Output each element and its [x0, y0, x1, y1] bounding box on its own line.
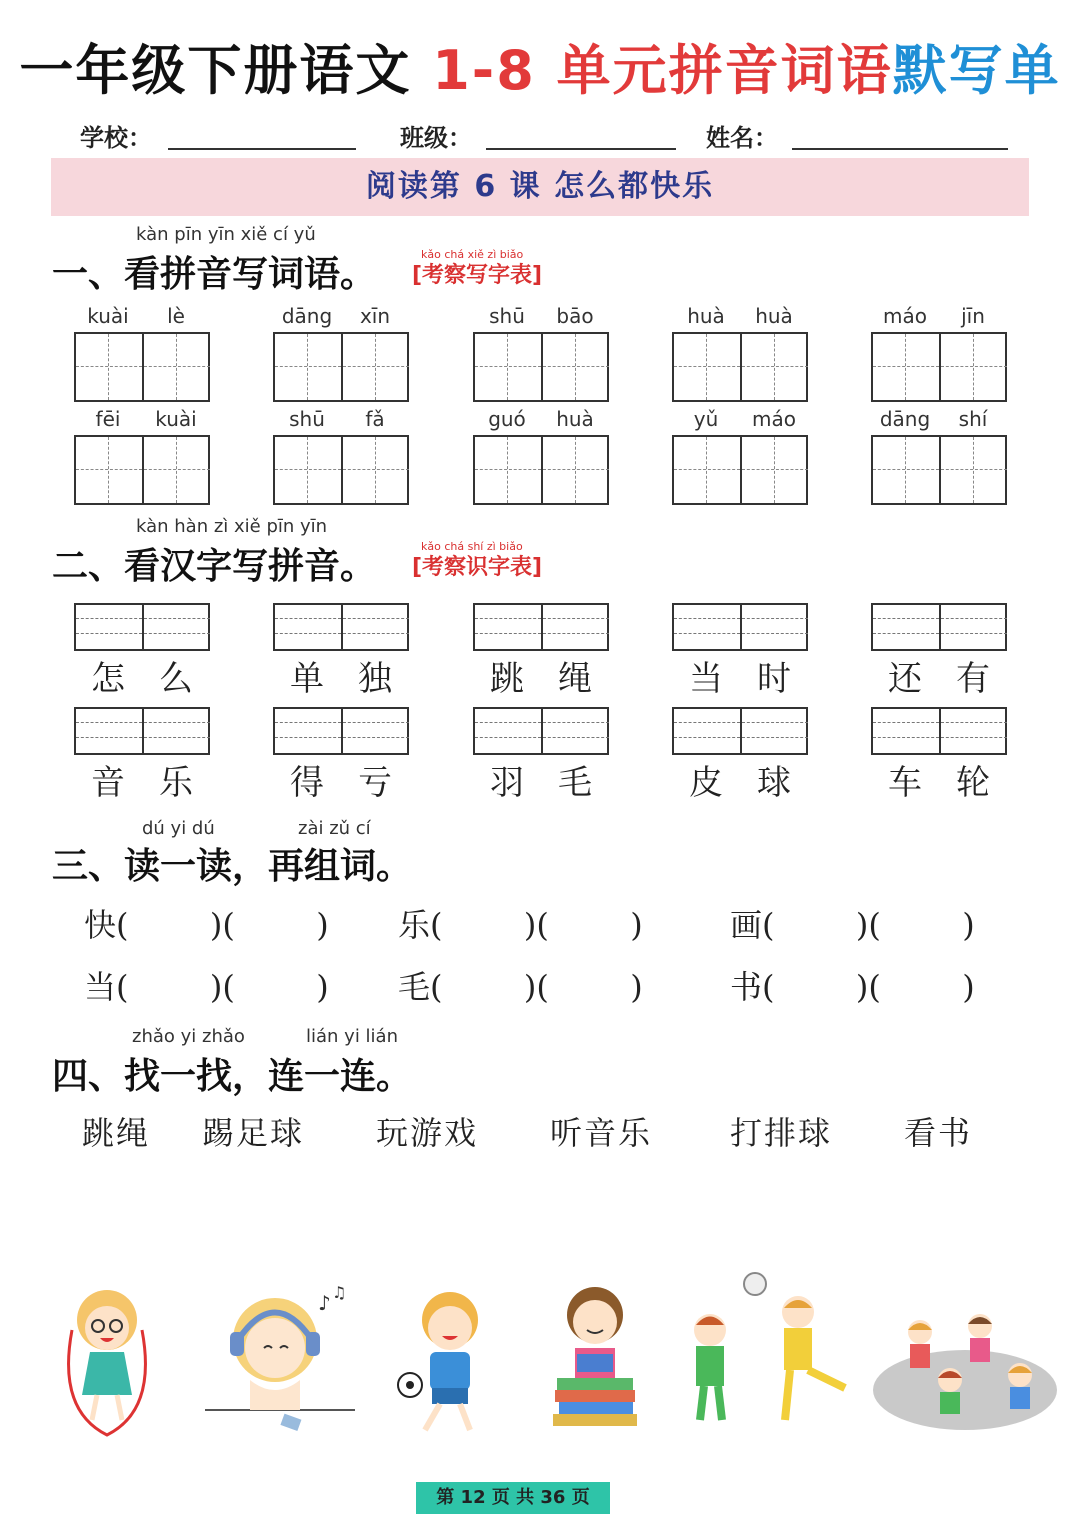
tian-cell[interactable]: [76, 334, 142, 400]
title-part-2: 1-8 单元拼音词语: [432, 39, 893, 102]
four-line-cell[interactable]: [341, 605, 409, 649]
hanzi-char: 当: [689, 659, 723, 699]
section4-pinyin-b: lián yi lián: [306, 1026, 398, 1047]
pinyin-label-row: [672, 304, 808, 330]
music-listening-girl-illustration[interactable]: [200, 1270, 360, 1440]
title-part-3: 默写单: [892, 39, 1061, 102]
hanzi-char: 时: [757, 659, 791, 699]
four-line-grid[interactable]: [74, 603, 210, 651]
pinyin-label-row: [273, 304, 409, 330]
word-group-blanks[interactable]: ( )( ): [430, 906, 643, 944]
hanzi-char: 跳: [490, 659, 524, 699]
four-line-cell[interactable]: [541, 709, 609, 753]
four-line-cell[interactable]: [740, 709, 808, 753]
tian-grid-box[interactable]: [273, 332, 409, 402]
pinyin-label-row: [74, 407, 210, 433]
hanzi-label-row: [672, 651, 808, 699]
word-group-blanks[interactable]: ( )( ): [430, 968, 643, 1006]
four-line-cell[interactable]: [674, 605, 740, 649]
hanzi-char: 乐: [159, 763, 193, 803]
volleyball-kids-illustration[interactable]: [680, 1270, 860, 1440]
four-line-cell[interactable]: [475, 605, 541, 649]
hanzi-char: 怎: [91, 659, 125, 699]
section2-pinyin: kàn hàn zì xiě pīn yīn: [136, 516, 328, 537]
hanzi-char: 绳: [558, 659, 592, 699]
section2-tag: [考察识字表]: [412, 555, 543, 580]
section1-tag-pinyin: kǎo chá xiě zì biǎo: [421, 248, 524, 261]
section4-title: 四、找一找，连一连。: [52, 1056, 413, 1097]
four-line-grid[interactable]: [74, 707, 210, 755]
four-line-grid[interactable]: [273, 603, 409, 651]
activity-listen-music[interactable]: 听音乐: [550, 1114, 653, 1152]
tian-grid-box[interactable]: [871, 435, 1007, 505]
activity-play-football[interactable]: 踢足球: [202, 1114, 305, 1152]
activity-play-games[interactable]: 玩游戏: [376, 1114, 479, 1152]
tian-grid-box[interactable]: [473, 332, 609, 402]
pinyin-syllable: shí: [958, 407, 988, 431]
hanzi-char: 单: [290, 659, 324, 699]
section3-pinyin-b: zài zǔ cí: [298, 818, 371, 839]
pinyin-syllable: dāng: [879, 407, 931, 431]
tian-cell[interactable]: [275, 334, 341, 400]
pinyin-syllable: dāng: [281, 304, 333, 328]
word-group-blanks[interactable]: ( )( ): [116, 968, 329, 1006]
section4-pinyin-a: zhǎo yi zhǎo: [132, 1026, 245, 1047]
hanzi-label-row: [871, 651, 1007, 699]
jump-rope-girl-illustration[interactable]: [52, 1270, 162, 1440]
tian-cell[interactable]: [76, 437, 142, 503]
hanzi-char: 么: [159, 659, 193, 699]
hanzi-label-row: [473, 755, 609, 803]
pinyin-syllable: shū: [289, 407, 325, 431]
word-group-item[interactable]: [84, 962, 329, 1008]
name-label: 姓名：: [706, 124, 778, 152]
section1-pinyin: kàn pīn yīn xiě cí yǔ: [136, 224, 316, 245]
tian-cell[interactable]: [142, 437, 210, 503]
four-line-cell[interactable]: [939, 605, 1007, 649]
hanzi-char: 亏: [358, 763, 392, 803]
hanzi-char: 毛: [558, 763, 592, 803]
hanzi-label-row: [473, 651, 609, 699]
hanzi-char: 车: [888, 763, 922, 803]
tian-grid-box[interactable]: [473, 435, 609, 505]
hanzi-char: 轮: [956, 763, 990, 803]
hanzi-char: 球: [757, 763, 791, 803]
word-group-char: 画: [730, 906, 763, 944]
word-group-item[interactable]: [730, 962, 975, 1008]
four-line-cell[interactable]: [873, 605, 939, 649]
tian-cell[interactable]: [740, 334, 808, 400]
hanzi-char: 得: [290, 763, 324, 803]
word-group-blanks[interactable]: ( )( ): [762, 968, 975, 1006]
tian-cell[interactable]: [275, 437, 341, 503]
hanzi-char: 皮: [689, 763, 723, 803]
hanzi-char: 羽: [490, 763, 524, 803]
pinyin-syllable: huà: [687, 304, 725, 328]
reading-girl-illustration[interactable]: [545, 1270, 645, 1440]
pinyin-label-row: [871, 407, 1007, 433]
section2-title: 二、看汉字写拼音。: [52, 546, 377, 587]
activity-read-book[interactable]: 看书: [904, 1114, 973, 1152]
word-group-item[interactable]: [730, 900, 975, 946]
svg-text:♫: ♫: [332, 1283, 347, 1302]
tian-cell[interactable]: [541, 437, 609, 503]
school-field[interactable]: [168, 148, 356, 150]
section3-pinyin-a: dú yi dú: [142, 818, 215, 839]
hanzi-label-row: [273, 651, 409, 699]
four-line-cell[interactable]: [76, 709, 142, 753]
four-line-cell[interactable]: [76, 605, 142, 649]
four-line-cell[interactable]: [475, 709, 541, 753]
hanzi-char: 独: [358, 659, 392, 699]
pinyin-label-row: [871, 304, 1007, 330]
pinyin-syllable: fǎ: [365, 407, 385, 431]
hanzi-char: 还: [888, 659, 922, 699]
tian-cell[interactable]: [341, 334, 409, 400]
tian-cell[interactable]: [674, 334, 740, 400]
pinyin-syllable: xīn: [359, 304, 391, 328]
pinyin-syllable: huà: [755, 304, 793, 328]
hanzi-label-row: [871, 755, 1007, 803]
pinyin-syllable: huà: [556, 407, 594, 431]
class-field[interactable]: [486, 148, 676, 150]
word-group-item[interactable]: [84, 900, 329, 946]
four-line-grid[interactable]: [871, 603, 1007, 651]
four-line-cell[interactable]: [341, 709, 409, 753]
four-line-cell[interactable]: [275, 605, 341, 649]
word-group-char: 快: [84, 906, 117, 944]
pinyin-label-row: [473, 304, 609, 330]
four-line-grid[interactable]: [871, 707, 1007, 755]
tian-cell[interactable]: [674, 437, 740, 503]
lesson-banner: 阅读第 6 课 怎么都快乐: [51, 158, 1029, 216]
pinyin-syllable: yǔ: [693, 407, 719, 431]
title-part-1: 一年级下册语文: [19, 39, 433, 102]
four-line-cell[interactable]: [275, 709, 341, 753]
word-group-blanks[interactable]: ( )( ): [762, 906, 975, 944]
pinyin-syllable: máo: [752, 407, 796, 431]
tian-cell[interactable]: [939, 437, 1007, 503]
section2-tag-pinyin: kǎo chá shí zì biǎo: [421, 540, 523, 553]
four-line-cell[interactable]: [873, 709, 939, 753]
tian-grid-box[interactable]: [672, 332, 808, 402]
four-line-grid[interactable]: [273, 707, 409, 755]
hanzi-char: 音: [91, 763, 125, 803]
pinyin-syllable: kuài: [87, 304, 129, 328]
tian-grid-box[interactable]: [273, 435, 409, 505]
four-line-cell[interactable]: [142, 709, 210, 753]
pinyin-label-row: [672, 407, 808, 433]
tian-grid-box[interactable]: [871, 332, 1007, 402]
pinyin-syllable: bāo: [556, 304, 594, 328]
student-info-row: [80, 118, 1020, 158]
word-group-blanks[interactable]: ( )( ): [116, 906, 329, 944]
word-group-char: 书: [730, 968, 763, 1006]
pinyin-syllable: kuài: [155, 407, 197, 431]
section1-title: 一、看拼音写词语。: [52, 254, 377, 295]
four-line-cell[interactable]: [541, 605, 609, 649]
tian-cell[interactable]: [740, 437, 808, 503]
hanzi-label-row: [74, 651, 210, 699]
pinyin-syllable: máo: [883, 304, 927, 328]
four-line-grid[interactable]: [672, 707, 808, 755]
pinyin-syllable: shū: [489, 304, 525, 328]
four-line-cell[interactable]: [142, 605, 210, 649]
svg-text:♪: ♪: [318, 1291, 331, 1315]
pinyin-syllable: guó: [488, 407, 526, 431]
name-field[interactable]: [792, 148, 1008, 150]
tian-grid-box[interactable]: [672, 435, 808, 505]
class-label: 班级：: [400, 124, 472, 152]
word-group-char: 当: [84, 968, 117, 1006]
four-line-cell[interactable]: [674, 709, 740, 753]
tian-cell[interactable]: [475, 334, 541, 400]
pinyin-syllable: jīn: [961, 304, 985, 328]
tian-cell[interactable]: [873, 437, 939, 503]
page-footer: 第 12 页 共 36 页: [416, 1482, 610, 1514]
four-line-grid[interactable]: [473, 603, 609, 651]
pinyin-label-row: [273, 407, 409, 433]
tian-cell[interactable]: [142, 334, 210, 400]
pinyin-syllable: fēi: [95, 407, 121, 431]
word-group-char: 毛: [398, 968, 431, 1006]
activity-jump-rope[interactable]: 跳绳: [82, 1114, 151, 1152]
four-line-cell[interactable]: [939, 709, 1007, 753]
pinyin-label-row: [473, 407, 609, 433]
four-line-cell[interactable]: [740, 605, 808, 649]
playing-games-kids-illustration[interactable]: [870, 1270, 1060, 1440]
tian-cell[interactable]: [541, 334, 609, 400]
tian-cell[interactable]: [475, 437, 541, 503]
hanzi-label-row: [74, 755, 210, 803]
tian-cell[interactable]: [341, 437, 409, 503]
word-group-item[interactable]: [398, 962, 643, 1008]
word-group-item[interactable]: [398, 900, 643, 946]
hanzi-label-row: [672, 755, 808, 803]
hanzi-char: 有: [956, 659, 990, 699]
tian-cell[interactable]: [873, 334, 939, 400]
page-title: [0, 28, 1080, 105]
hanzi-label-row: [273, 755, 409, 803]
section3-title: 三、读一读，再组词。: [52, 846, 413, 887]
football-boy-illustration[interactable]: [390, 1270, 500, 1440]
pinyin-label-row: [74, 304, 210, 330]
section1-tag: [考察写字表]: [412, 263, 543, 288]
pinyin-syllable: lè: [167, 304, 185, 328]
tian-cell[interactable]: [939, 334, 1007, 400]
word-group-char: 乐: [398, 906, 431, 944]
tian-grid-box[interactable]: [74, 435, 210, 505]
four-line-grid[interactable]: [473, 707, 609, 755]
tian-grid-box[interactable]: [74, 332, 210, 402]
activity-play-volleyball[interactable]: 打排球: [730, 1114, 833, 1152]
four-line-grid[interactable]: [672, 603, 808, 651]
school-label: 学校：: [80, 124, 152, 152]
